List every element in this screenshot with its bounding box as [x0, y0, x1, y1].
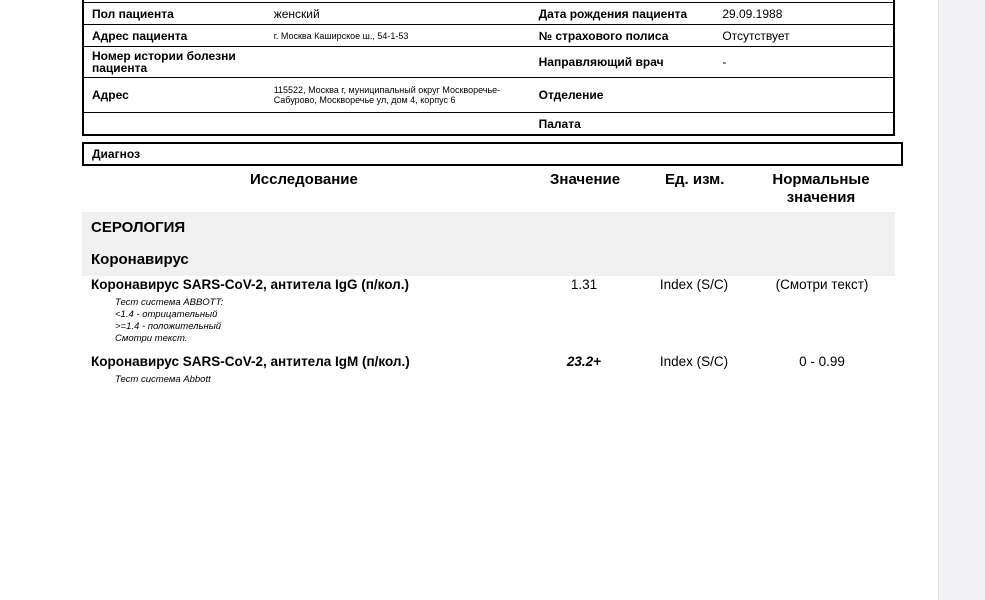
doctor-value: -	[714, 47, 894, 78]
department-label: Отделение	[531, 78, 715, 113]
section-serology-title: СЕРОЛОГИЯ	[91, 219, 186, 236]
dob-label: Дата рождения пациента	[531, 3, 715, 25]
test-igm-unit: Index (S/C)	[659, 354, 729, 369]
test-igg-normal: (Смотри текст)	[775, 277, 869, 292]
section-coronavirus-title: Коронавирус	[91, 251, 189, 268]
policy-value: Отсутствует	[714, 25, 894, 47]
header-test: Исследование	[250, 171, 358, 188]
sex-label: Пол пациента	[83, 3, 266, 25]
info-row-addr2	[83, 78, 894, 113]
test-igg-value: 1.31	[570, 277, 598, 292]
ward-value	[714, 113, 894, 136]
address-label: Адрес пациента	[83, 25, 266, 47]
policy-label: № страхового полиса	[531, 25, 715, 47]
addr2-label: Адрес	[83, 78, 266, 113]
test-igm-name: Коронавирус SARS-CoV-2, антитела IgM (п/кол.)	[91, 354, 410, 369]
test-igg-name: Коронавирус SARS-CoV-2, антитела IgG (п/кол.)	[91, 277, 409, 292]
header-value: Значение	[550, 171, 621, 188]
test-igg-unit: Index (S/C)	[659, 277, 729, 292]
test-igg-note-1: Тест система ABBOTT:	[115, 297, 224, 308]
ward-label: Палата	[538, 116, 581, 131]
diagnosis-label: Диагноз	[92, 147, 140, 161]
test-igm-note-1: Тест система Abbott	[115, 374, 211, 385]
section-coronavirus	[82, 244, 895, 276]
test-igg-note-2: <1.4 - отрицательный	[115, 309, 218, 320]
info-row-history	[83, 47, 894, 78]
viewer-background	[938, 0, 985, 600]
header-unit: Ед. изм.	[665, 171, 725, 188]
test-igg-note-4: Смотри текст.	[115, 333, 188, 344]
patient-info-table	[82, 0, 895, 136]
section-serology	[82, 212, 895, 244]
department-value	[714, 78, 894, 113]
test-igg-note-3: >=1.4 - положительный	[115, 321, 222, 332]
test-igm-value: 23.2+	[566, 354, 602, 369]
doctor-label: Направляющий врач	[531, 47, 715, 78]
info-row-ward	[83, 113, 894, 136]
addr2-value: 115522, Москва г, муниципальный округ Москворечье-Сабурово, Москворечье ул, дом 4, корпус 6	[266, 78, 531, 113]
diagnosis-box	[82, 142, 903, 166]
sex-value: женский	[266, 3, 531, 25]
test-igm-normal: 0 - 0.99	[799, 354, 845, 369]
info-row-address	[83, 25, 894, 47]
info-row-sex	[83, 3, 894, 25]
history-label: Номер истории болезни пациента	[83, 47, 266, 78]
history-value	[266, 47, 531, 78]
address-value: г. Москва Каширское ш., 54-1-53	[266, 25, 531, 47]
dob-value: 29.09.1988	[714, 3, 894, 25]
header-normal: Нормальные значения	[772, 171, 870, 206]
